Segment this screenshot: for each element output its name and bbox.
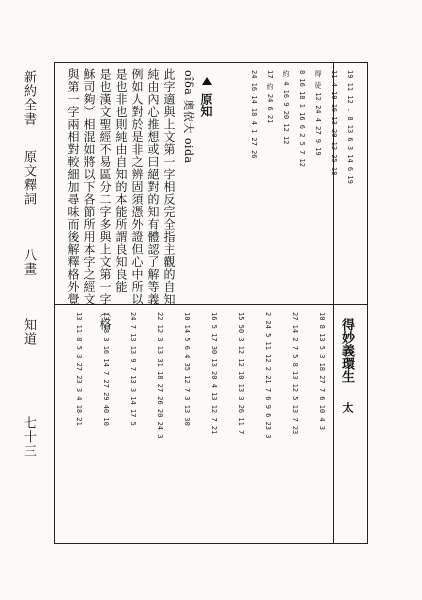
entry-header <box>199 70 214 117</box>
body-col-4: 是也非也則純由自知的本能所謂良知良能 <box>114 68 128 293</box>
ref-col-bottom-4: 15 50 3 12 12 10 13 3 26 11 7 <box>237 312 245 435</box>
book-title: 新約全書 <box>21 70 36 126</box>
entry-title: 原知 <box>199 93 213 117</box>
entry-word-heading: 知道 <box>21 318 36 346</box>
section-title: 原文釋詞 <box>21 150 36 206</box>
ref-col-top-7: 24 16 14 18 4 1 27 26 <box>250 70 258 159</box>
right-entry-title: 得妙義環生 <box>339 318 354 383</box>
entry-marker-icon <box>202 70 214 89</box>
right-entry-book: 太 <box>341 402 354 413</box>
ref-col-bottom-9: 13 18 3 16 14 7 27 29 40 10 <box>102 312 110 426</box>
ref-col-bottom-2: 27 14 2 7 5 8 13 12 5 13 7 23 <box>291 312 299 435</box>
ref-col-bottom-6: 10 14 5 6 4 35 12 7 3 13 30 <box>183 312 191 426</box>
body-col-7: 與第一字兩相對較細加尋味而後解釋格外覺 <box>66 68 80 306</box>
body-col-3: 例如人對於是非之辨固須憑外證但心中所以 <box>130 68 144 306</box>
ref-col-bottom-7: 22 12 3 13 31 18 27 26 20 24 3 <box>156 312 164 439</box>
ref-col-top-2: 11 4 19 16 13 20 12 25 18 <box>330 70 338 176</box>
ref-col-bottom-1: 10 8 13 5 3 18 27 7 6 10 4 3 <box>318 312 326 431</box>
body-col-5: 是也漢文聖經不易區分二字多與上文第一字（格 <box>98 68 112 331</box>
ref-col-top-4: 8 16 18 1 16 6 2 5 7 12 <box>298 70 306 167</box>
body-col-2: 純由內心推想或曰絕對的知有體認了解等義 <box>146 68 160 306</box>
ref-col-bottom-3: 2 24 5 11 12 2 21 7 6 9 6 23 3 <box>264 312 272 439</box>
ref-col-top-6: 17 約 24 6 21 <box>266 70 274 124</box>
ref-col-bottom-10: 13 11 8 5 3 27 23 3 4 18 21 <box>75 312 83 426</box>
ref-col-top-5: 約 4 16 9 20 12 12 <box>282 70 290 145</box>
body-col-6: 穌司夠）相混如將以下各節所用本字之經文 <box>82 68 96 306</box>
greek-term: oîδa 奧依大 oida <box>182 70 195 164</box>
body-col-1: 此字適與上文第一字相反完全指主觀的自知 <box>162 68 176 306</box>
ref-col-top-3: 得 徒 12 24 4 27 9 19 <box>314 70 322 156</box>
ref-col-top-1: 19 11 12 . 8 13 6 3 14 6 19 <box>346 70 354 184</box>
stroke-count: 八畫 <box>21 248 36 276</box>
ref-col-bottom-8: 24 7 13 13 9 7 13 3 14 17 5 <box>129 312 137 426</box>
page-number: 七十三 <box>21 416 36 458</box>
ref-col-bottom-5: 16 5 17 30 13 20 4 13 12 7 21 <box>210 312 218 435</box>
